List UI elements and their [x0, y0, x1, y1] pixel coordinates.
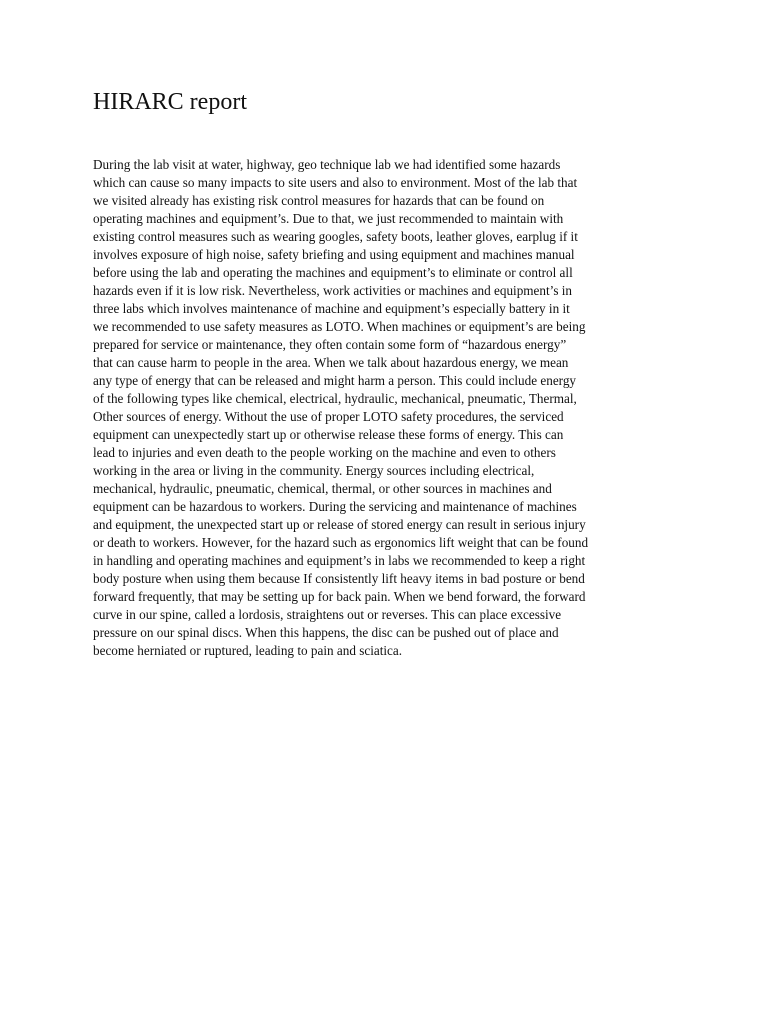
body-text-line: forward frequently, that may be setting up for back pain. When we bend forward, the forward — [93, 589, 586, 604]
document-body — [93, 156, 693, 660]
body-text-line: equipment can unexpectedly start up or otherwise release these forms of energy. This can — [93, 427, 564, 442]
body-text-line: become herniated or ruptured, leading to pain and sciatica. — [93, 643, 403, 658]
body-text-line: in handling and operating machines and equipment’s in labs we recommended to keep a right — [93, 553, 586, 568]
body-text-line: or death to workers. However, for the hazard such as ergonomics lift weight that can be found — [93, 535, 589, 550]
body-text-line: hazards even if it is low risk. Nevertheless, work activities or machines and equipment’s in — [93, 283, 573, 298]
body-text-line: operating machines and equipment’s. Due to that, we just recommended to maintain with — [93, 211, 564, 226]
body-text-line: existing control measures such as wearing googles, safety boots, leather gloves, earplug if it — [93, 229, 578, 244]
body-text-line: which can cause so many impacts to site users and also to environment. Most of the lab that — [93, 175, 578, 190]
body-text-line: involves exposure of high noise, safety briefing and using equipment and machines manual — [93, 247, 575, 262]
body-text-line: body posture when using them because If consistently lift heavy items in bad posture or bend — [93, 571, 585, 586]
body-text-line: prepared for service or maintenance, they often contain some form of “hazardous energy” — [93, 337, 567, 352]
body-text-line: pressure on our spinal discs. When this happens, the disc can be pushed out of place and — [93, 625, 559, 640]
body-text-line: that can cause harm to people in the area. When we talk about hazardous energy, we mean — [93, 355, 569, 370]
body-text-line: any type of energy that can be released and might harm a person. This could include energy — [93, 373, 577, 388]
body-text-line: equipment can be hazardous to workers. During the servicing and maintenance of machines — [93, 499, 577, 514]
body-text-line: During the lab visit at water, highway, geo technique lab we had identified some hazards — [93, 157, 561, 172]
body-text-line: we recommended to use safety measures as LOTO. When machines or equipment’s are being — [93, 319, 586, 334]
body-text-line: mechanical, hydraulic, pneumatic, chemical, thermal, or other sources in machines and — [93, 481, 552, 496]
body-text-line: lead to injuries and even death to the people working on the machine and even to others — [93, 445, 556, 460]
body-text-line: and equipment, the unexpected start up or release of stored energy can result in serious injury — [93, 517, 586, 532]
body-text-line: we visited already has existing risk control measures for hazards that can be found on — [93, 193, 545, 208]
body-text-line: before using the lab and operating the machines and equipment’s to eliminate or control all — [93, 265, 573, 280]
body-text-line: working in the area or living in the community. Energy sources including electrical, — [93, 463, 535, 478]
body-text-line: curve in our spine, called a lordosis, straightens out or reverses. This can place excessive — [93, 607, 562, 622]
body-text-line: three labs which involves maintenance of machine and equipment’s especially battery in it — [93, 301, 570, 316]
document-title: HIRARC report — [93, 89, 247, 115]
body-text-line: of the following types like chemical, electrical, hydraulic, mechanical, pneumatic, Thermal, — [93, 391, 577, 406]
body-text-line: Other sources of energy. Without the use of proper LOTO safety procedures, the serviced — [93, 409, 564, 424]
